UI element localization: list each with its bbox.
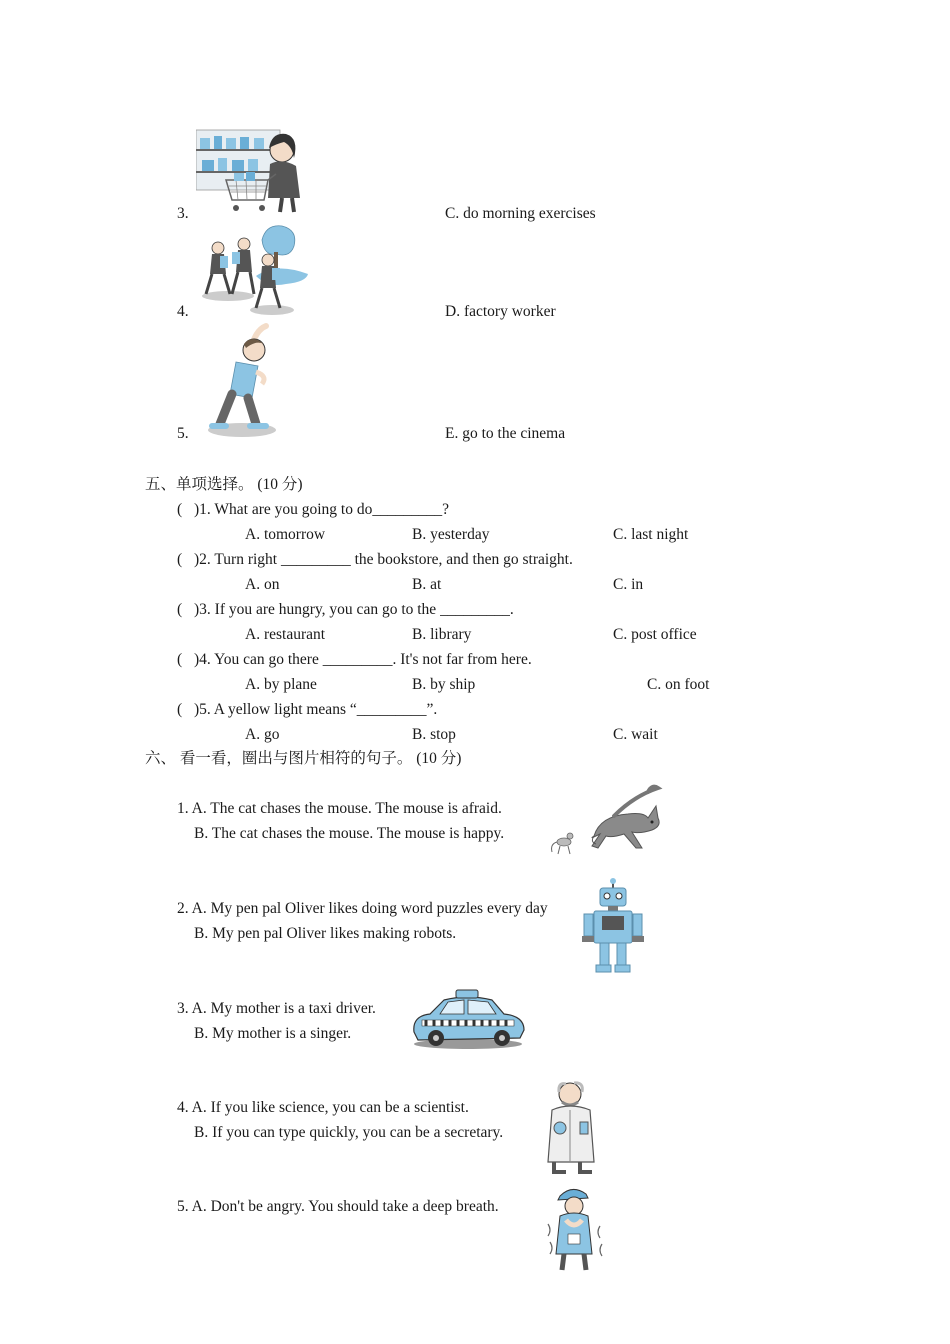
match-option-c: C. do morning exercises bbox=[445, 205, 596, 222]
q2-answer-bracket[interactable]: ( bbox=[177, 551, 183, 568]
shivering-man-picture bbox=[544, 1184, 608, 1276]
q5-option-a[interactable]: A. go bbox=[245, 726, 280, 743]
q2-option-b[interactable]: B. at bbox=[412, 576, 442, 593]
girl-shopping-cart-picture bbox=[196, 128, 304, 214]
match-option-d: D. factory worker bbox=[445, 303, 556, 320]
children-walking-to-park-picture bbox=[196, 222, 312, 318]
item5-sentence-a[interactable]: 5. A. Don't be angry. You should take a deep breath. bbox=[177, 1198, 499, 1215]
match-row-4-number: 4. bbox=[177, 303, 189, 320]
q2-stem: )2. Turn right _________ the bookstore, and then go straight. bbox=[194, 551, 573, 568]
q4-option-c[interactable]: C. on foot bbox=[647, 676, 710, 693]
item3-sentence-a[interactable]: 3. A. My mother is a taxi driver. bbox=[177, 1000, 376, 1017]
q1-option-a[interactable]: A. tomorrow bbox=[245, 526, 326, 543]
q5-stem: )5. A yellow light means “_________”. bbox=[194, 701, 438, 718]
q3-option-b[interactable]: B. library bbox=[412, 626, 472, 643]
q5-answer-bracket[interactable]: ( bbox=[177, 701, 183, 718]
item1-sentence-b[interactable]: B. The cat chases the mouse. The mouse is happy. bbox=[194, 825, 505, 842]
q2-option-c[interactable]: C. in bbox=[613, 576, 644, 593]
boy-exercising-picture bbox=[196, 322, 286, 440]
q4-option-b[interactable]: B. by ship bbox=[412, 676, 476, 693]
q1-stem: )1. What are you going to do_________? bbox=[194, 501, 449, 518]
item3-sentence-b[interactable]: B. My mother is a singer. bbox=[194, 1025, 352, 1042]
item4-sentence-b[interactable]: B. If you can type quickly, you can be a secretary. bbox=[194, 1124, 504, 1141]
q1-option-b[interactable]: B. yesterday bbox=[412, 526, 490, 543]
q1-answer-bracket[interactable]: ( bbox=[177, 501, 183, 518]
taxi-car-picture bbox=[408, 986, 528, 1052]
match-row-3-number: 3. bbox=[177, 205, 189, 222]
q4-stem: )4. You can go there _________. It's not far from here. bbox=[194, 651, 532, 668]
item1-sentence-a[interactable]: 1. A. The cat chases the mouse. The mouse is afraid. bbox=[177, 800, 502, 817]
q5-option-b[interactable]: B. stop bbox=[412, 726, 456, 743]
item2-sentence-a[interactable]: 2. A. My pen pal Oliver likes doing word puzzles every day bbox=[177, 900, 548, 917]
scientist-picture bbox=[540, 1080, 604, 1176]
q3-answer-bracket[interactable]: ( bbox=[177, 601, 183, 618]
q4-option-a[interactable]: A. by plane bbox=[245, 676, 317, 693]
q4-answer-bracket[interactable]: ( bbox=[177, 651, 183, 668]
robot-picture bbox=[582, 878, 646, 974]
item4-sentence-a[interactable]: 4. A. If you like science, you can be a scientist. bbox=[177, 1099, 469, 1116]
q2-option-a[interactable]: A. on bbox=[245, 576, 280, 593]
match-option-e: E. go to the cinema bbox=[445, 425, 566, 442]
q1-option-c[interactable]: C. last night bbox=[613, 526, 689, 543]
q3-option-c[interactable]: C. post office bbox=[613, 626, 697, 643]
q3-option-a[interactable]: A. restaurant bbox=[245, 626, 326, 643]
match-row-5-number: 5. bbox=[177, 425, 189, 442]
section-6-heading: 六、 看一看，圈出与图片相符的句子。 (10 分) bbox=[145, 750, 462, 767]
q5-option-c[interactable]: C. wait bbox=[613, 726, 658, 743]
cat-chasing-mouse-picture bbox=[548, 782, 664, 860]
section-5-heading: 五、单项选择。 (10 分) bbox=[145, 476, 303, 493]
q3-stem: )3. If you are hungry, you can go to the _________. bbox=[194, 601, 514, 618]
item2-sentence-b[interactable]: B. My pen pal Oliver likes making robots. bbox=[194, 925, 457, 942]
